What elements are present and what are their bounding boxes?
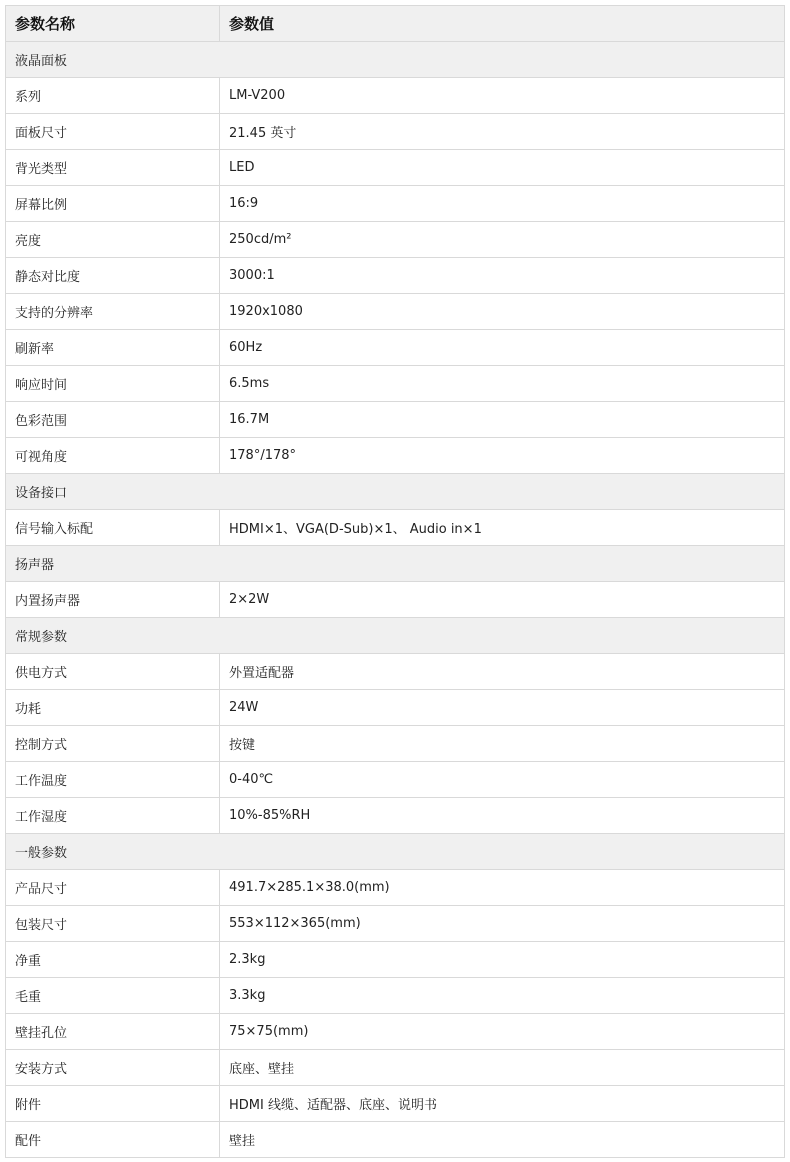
- table-row: [6, 402, 785, 438]
- param-name-cell: 背光类型: [6, 150, 220, 186]
- table-row: [6, 510, 785, 546]
- param-value-cell: HDMI×1、VGA(D-Sub)×1、 Audio in×1: [220, 510, 785, 546]
- table-row: [6, 330, 785, 366]
- table-row: [6, 438, 785, 474]
- section-header-row: [6, 42, 785, 78]
- spec-table: [5, 5, 785, 1158]
- table-row: [6, 978, 785, 1014]
- table-row: [6, 654, 785, 690]
- param-value-cell: 75×75(mm): [220, 1014, 785, 1050]
- param-name-cell: 亮度: [6, 222, 220, 258]
- param-name-cell: 支持的分辨率: [6, 294, 220, 330]
- section-title: 扬声器: [6, 546, 785, 582]
- param-name-cell: 工作湿度: [6, 798, 220, 834]
- table-row: [6, 78, 785, 114]
- table-row: [6, 366, 785, 402]
- section-header-row: [6, 618, 785, 654]
- column-header-name: 参数名称: [6, 6, 220, 42]
- param-value-cell: 壁挂: [220, 1122, 785, 1158]
- table-row: [6, 1086, 785, 1122]
- param-name-cell: 屏幕比例: [6, 186, 220, 222]
- param-value-cell: 16.7M: [220, 402, 785, 438]
- param-name-cell: 毛重: [6, 978, 220, 1014]
- param-value-cell: 底座、壁挂: [220, 1050, 785, 1086]
- param-value-cell: 491.7×285.1×38.0(mm): [220, 870, 785, 906]
- param-value-cell: 6.5ms: [220, 366, 785, 402]
- param-name-cell: 产品尺寸: [6, 870, 220, 906]
- table-row: [6, 690, 785, 726]
- param-value-cell: 外置适配器: [220, 654, 785, 690]
- header-row: [6, 6, 785, 42]
- param-value-cell: 21.45 英寸: [220, 114, 785, 150]
- param-value-cell: 1920x1080: [220, 294, 785, 330]
- param-value-cell: 0-40℃: [220, 762, 785, 798]
- param-name-cell: 包装尺寸: [6, 906, 220, 942]
- param-value-cell: 553×112×365(mm): [220, 906, 785, 942]
- table-row: [6, 186, 785, 222]
- param-name-cell: 功耗: [6, 690, 220, 726]
- section-title: 设备接口: [6, 474, 785, 510]
- param-value-cell: 3000:1: [220, 258, 785, 294]
- param-name-cell: 系列: [6, 78, 220, 114]
- table-row: [6, 798, 785, 834]
- param-value-cell: 3.3kg: [220, 978, 785, 1014]
- param-value-cell: 24W: [220, 690, 785, 726]
- param-value-cell: 按键: [220, 726, 785, 762]
- param-value-cell: 2.3kg: [220, 942, 785, 978]
- section-title: 液晶面板: [6, 42, 785, 78]
- param-name-cell: 可视角度: [6, 438, 220, 474]
- section-header-row: [6, 474, 785, 510]
- param-name-cell: 配件: [6, 1122, 220, 1158]
- param-value-cell: HDMI 线缆、适配器、底座、说明书: [220, 1086, 785, 1122]
- param-name-cell: 内置扬声器: [6, 582, 220, 618]
- param-value-cell: LM-V200: [220, 78, 785, 114]
- table-row: [6, 294, 785, 330]
- param-value-cell: 250cd/m²: [220, 222, 785, 258]
- param-name-cell: 附件: [6, 1086, 220, 1122]
- table-row: [6, 222, 785, 258]
- table-row: [6, 114, 785, 150]
- table-body: [6, 42, 785, 1158]
- table-row: [6, 762, 785, 798]
- table-row: [6, 726, 785, 762]
- section-header-row: [6, 546, 785, 582]
- param-name-cell: 控制方式: [6, 726, 220, 762]
- param-name-cell: 刷新率: [6, 330, 220, 366]
- section-title: 常规参数: [6, 618, 785, 654]
- table-row: [6, 942, 785, 978]
- section-title: 一般参数: [6, 834, 785, 870]
- param-value-cell: 60Hz: [220, 330, 785, 366]
- table-row: [6, 258, 785, 294]
- param-name-cell: 工作温度: [6, 762, 220, 798]
- param-name-cell: 供电方式: [6, 654, 220, 690]
- param-name-cell: 净重: [6, 942, 220, 978]
- table-row: [6, 870, 785, 906]
- table-header: [6, 6, 785, 42]
- param-value-cell: 2×2W: [220, 582, 785, 618]
- table-row: [6, 906, 785, 942]
- param-name-cell: 安装方式: [6, 1050, 220, 1086]
- param-value-cell: 10%-85%RH: [220, 798, 785, 834]
- param-name-cell: 静态对比度: [6, 258, 220, 294]
- column-header-value: 参数值: [220, 6, 785, 42]
- table-row: [6, 582, 785, 618]
- param-name-cell: 色彩范围: [6, 402, 220, 438]
- param-name-cell: 响应时间: [6, 366, 220, 402]
- table-row: [6, 1122, 785, 1158]
- section-header-row: [6, 834, 785, 870]
- param-value-cell: LED: [220, 150, 785, 186]
- param-name-cell: 信号输入标配: [6, 510, 220, 546]
- param-name-cell: 壁挂孔位: [6, 1014, 220, 1050]
- param-value-cell: 16:9: [220, 186, 785, 222]
- table-row: [6, 1014, 785, 1050]
- param-name-cell: 面板尺寸: [6, 114, 220, 150]
- table-row: [6, 150, 785, 186]
- param-value-cell: 178°/178°: [220, 438, 785, 474]
- table-row: [6, 1050, 785, 1086]
